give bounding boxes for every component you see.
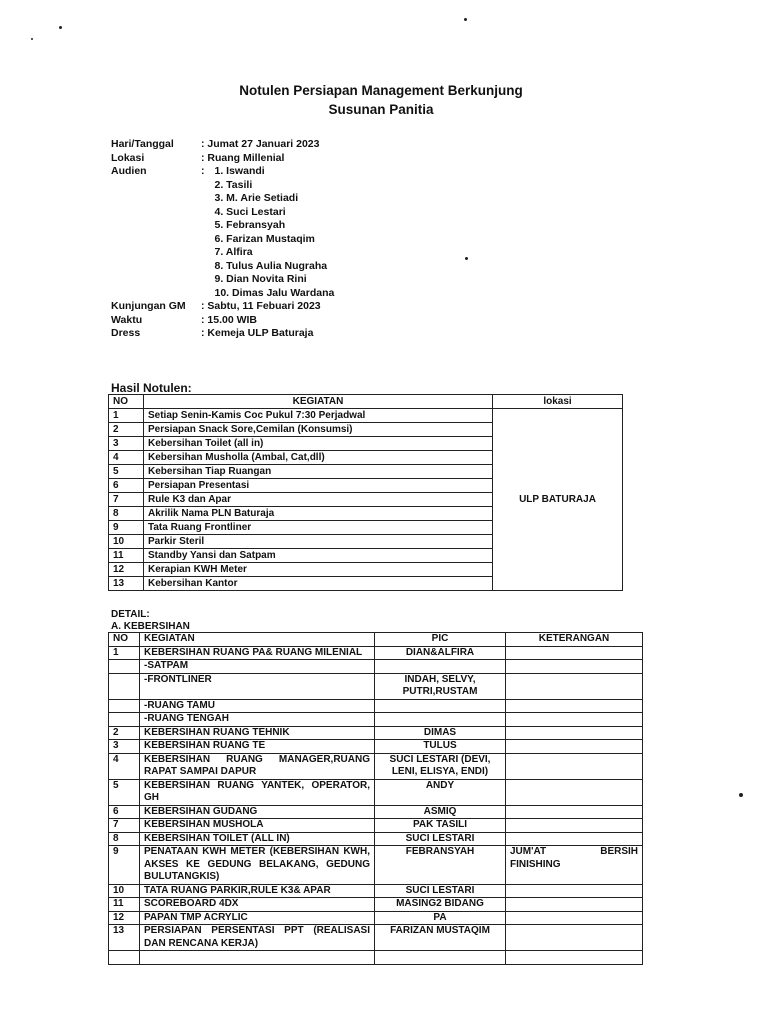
row-no bbox=[109, 660, 140, 674]
row-keterangan bbox=[506, 884, 643, 898]
row-no: 7 bbox=[109, 493, 144, 507]
row-kegiatan: -FRONTLINER bbox=[140, 673, 375, 699]
row-keterangan bbox=[506, 660, 643, 674]
scan-speck bbox=[739, 793, 743, 797]
row-kegiatan: KEBERSIHAN RUANG TE bbox=[140, 740, 375, 754]
audien-colon: : bbox=[201, 165, 205, 177]
row-no: 3 bbox=[109, 740, 140, 754]
row-pic: DIAN&ALFIRA bbox=[375, 646, 506, 660]
row-kegiatan: Standby Yansi dan Satpam bbox=[144, 549, 493, 563]
row-kegiatan: PERSIAPAN PERSENTASI PPT (REALISASI DAN RENCANA KERJA) bbox=[140, 925, 375, 951]
row-keterangan bbox=[506, 740, 643, 754]
row-no: 6 bbox=[109, 805, 140, 819]
header-no: NO bbox=[109, 633, 140, 647]
row-keterangan bbox=[506, 951, 643, 965]
info-row-waktu bbox=[111, 314, 334, 328]
row-keterangan bbox=[506, 898, 643, 912]
table-row bbox=[109, 819, 643, 833]
header-keterangan: KETERANGAN bbox=[506, 633, 643, 647]
table-row bbox=[109, 925, 643, 951]
row-keterangan bbox=[506, 925, 643, 951]
row-kegiatan: Persiapan Snack Sore,Cemilan (Konsumsi) bbox=[144, 423, 493, 437]
page-subtitle: Susunan Panitia bbox=[328, 102, 434, 117]
row-kegiatan: KEBERSIHAN MUSHOLA bbox=[140, 819, 375, 833]
row-pic: SUCI LESTARI bbox=[375, 884, 506, 898]
row-kegiatan: KEBERSIHAN RUANG TEHNIK bbox=[140, 726, 375, 740]
row-pic: SUCI LESTARI (DEVI, LENI, ELISYA, ENDI) bbox=[375, 753, 506, 779]
header-kegiatan: KEGIATAN bbox=[144, 395, 493, 409]
row-keterangan bbox=[506, 753, 643, 779]
lokasi-cell: ULP BATURAJA bbox=[493, 409, 623, 591]
row-no: 4 bbox=[109, 451, 144, 465]
row-kegiatan: KEBERSIHAN TOILET (ALL IN) bbox=[140, 832, 375, 846]
table-header-row bbox=[109, 395, 623, 409]
audien-item: 3. M. Arie Setiadi bbox=[214, 192, 299, 204]
detail-subheading: A. KEBERSIHAN bbox=[111, 621, 190, 632]
waktu-label: Waktu bbox=[111, 313, 143, 326]
row-pic: ASMIQ bbox=[375, 805, 506, 819]
row-kegiatan: Kebersihan Toilet (all in) bbox=[144, 437, 493, 451]
row-kegiatan: Tata Ruang Frontliner bbox=[144, 521, 493, 535]
row-kegiatan: Kebersihan Musholla (Ambal, Cat,dll) bbox=[144, 451, 493, 465]
table-row bbox=[109, 884, 643, 898]
detail-table bbox=[108, 632, 643, 965]
table-row bbox=[109, 832, 643, 846]
row-pic: FARIZAN MUSTAQIM bbox=[375, 925, 506, 951]
row-pic: ANDY bbox=[375, 779, 506, 805]
row-kegiatan: Setiap Senin-Kamis Coc Pukul 7:30 Perjadwal bbox=[144, 409, 493, 423]
row-pic: TULUS bbox=[375, 740, 506, 754]
row-no: 11 bbox=[109, 898, 140, 912]
table-row bbox=[109, 673, 643, 699]
table-row bbox=[109, 713, 643, 727]
row-pic bbox=[375, 951, 506, 965]
row-no: 2 bbox=[109, 726, 140, 740]
header-no: NO bbox=[109, 395, 144, 409]
row-kegiatan: KEBERSIHAN GUDANG bbox=[140, 805, 375, 819]
row-no: 8 bbox=[109, 832, 140, 846]
info-row-audien bbox=[111, 165, 334, 300]
row-kegiatan: PAPAN TMP ACRYLIC bbox=[140, 911, 375, 925]
audien-item: 5. Febransyah bbox=[214, 219, 286, 231]
row-kegiatan bbox=[140, 951, 375, 965]
row-no: 1 bbox=[109, 409, 144, 423]
row-no bbox=[109, 673, 140, 699]
hari-label: Hari/Tanggal bbox=[111, 138, 174, 150]
row-no: 10 bbox=[109, 535, 144, 549]
scan-speck bbox=[465, 257, 468, 260]
row-pic: PAK TASILI bbox=[375, 819, 506, 833]
dress-value: : Kemeja ULP Baturaja bbox=[201, 327, 314, 339]
row-no: 9 bbox=[109, 521, 144, 535]
table-row bbox=[109, 409, 623, 423]
table-row bbox=[109, 846, 643, 885]
row-pic: SUCI LESTARI bbox=[375, 832, 506, 846]
table-row bbox=[109, 740, 643, 754]
kunjungan-label: Kunjungan GM bbox=[111, 300, 186, 312]
row-kegiatan: Kebersihan Kantor bbox=[144, 577, 493, 591]
table-row bbox=[109, 753, 643, 779]
row-no: 13 bbox=[109, 925, 140, 951]
row-pic: DIMAS bbox=[375, 726, 506, 740]
table-row bbox=[109, 699, 643, 713]
row-no: 2 bbox=[109, 423, 144, 437]
row-kegiatan: -RUANG TENGAH bbox=[140, 713, 375, 727]
audien-item: 4. Suci Lestari bbox=[214, 205, 286, 218]
row-no bbox=[109, 699, 140, 713]
row-no: 10 bbox=[109, 884, 140, 898]
row-no: 12 bbox=[109, 911, 140, 925]
scan-speck bbox=[59, 26, 62, 29]
row-no: 4 bbox=[109, 753, 140, 779]
row-kegiatan: -SATPAM bbox=[140, 660, 375, 674]
row-keterangan bbox=[506, 779, 643, 805]
kunjungan-value: : Sabtu, 11 Febuari 2023 bbox=[201, 300, 321, 312]
row-no: 13 bbox=[109, 577, 144, 591]
page-title: Notulen Persiapan Management Berkunjung bbox=[239, 83, 523, 98]
audien-item: 7. Alfira bbox=[214, 246, 253, 258]
lokasi-value: : Ruang Millenial bbox=[201, 151, 285, 164]
row-pic bbox=[375, 699, 506, 713]
row-no: 3 bbox=[109, 437, 144, 451]
header-lokasi: lokasi bbox=[493, 395, 623, 409]
row-kegiatan: KEBERSIHAN RUANG YANTEK, OPERATOR, GH bbox=[140, 779, 375, 805]
table-row bbox=[109, 779, 643, 805]
audien-list bbox=[215, 165, 335, 300]
row-kegiatan: TATA RUANG PARKIR,RULE K3& APAR bbox=[140, 884, 375, 898]
row-no: 9 bbox=[109, 846, 140, 885]
row-no: 11 bbox=[109, 549, 144, 563]
row-keterangan bbox=[506, 805, 643, 819]
row-no: 5 bbox=[109, 465, 144, 479]
row-no bbox=[109, 951, 140, 965]
scan-speck bbox=[31, 38, 33, 40]
lokasi-label: Lokasi bbox=[111, 151, 145, 164]
row-keterangan bbox=[506, 911, 643, 925]
dress-label: Dress bbox=[111, 327, 141, 339]
scan-speck bbox=[464, 18, 467, 21]
table-row bbox=[109, 898, 643, 912]
waktu-value: : 15.00 WIB bbox=[201, 313, 258, 326]
row-kegiatan: SCOREBOARD 4DX bbox=[140, 898, 375, 912]
info-row-kunjungan bbox=[111, 300, 334, 314]
audien-item: 9. Dian Novita Rini bbox=[214, 273, 307, 285]
audien-item: 2. Tasili bbox=[214, 178, 253, 191]
row-kegiatan: Parkir Steril bbox=[144, 535, 493, 549]
row-no: 6 bbox=[109, 479, 144, 493]
row-kegiatan: KEBERSIHAN RUANG MANAGER,RUANG RAPAT SAMPAI DAPUR bbox=[140, 753, 375, 779]
audien-item: 10. Dimas Jalu Wardana bbox=[214, 286, 335, 299]
row-no: 8 bbox=[109, 507, 144, 521]
row-kegiatan: Kerapian KWH Meter bbox=[144, 563, 493, 577]
table-row bbox=[109, 805, 643, 819]
header-kegiatan: KEGIATAN bbox=[140, 633, 375, 647]
row-no: 1 bbox=[109, 646, 140, 660]
table-row bbox=[109, 646, 643, 660]
row-pic bbox=[375, 713, 506, 727]
row-kegiatan: Rule K3 dan Apar bbox=[144, 493, 493, 507]
meeting-info bbox=[111, 138, 334, 341]
row-keterangan bbox=[506, 699, 643, 713]
row-pic: MASING2 BIDANG bbox=[375, 898, 506, 912]
audien-item: 1. Iswandi bbox=[214, 165, 265, 177]
row-kegiatan: Kebersihan Tiap Ruangan bbox=[144, 465, 493, 479]
detail-table-body bbox=[109, 646, 643, 965]
audien-label: Audien bbox=[111, 165, 147, 177]
row-keterangan bbox=[506, 726, 643, 740]
row-pic: INDAH, SELVY, PUTRI,RUSTAM bbox=[375, 673, 506, 699]
row-keterangan bbox=[506, 673, 643, 699]
row-kegiatan: KEBERSIHAN RUANG PA& RUANG MILENIAL bbox=[140, 646, 375, 660]
table-row bbox=[109, 726, 643, 740]
detail-heading: DETAIL: bbox=[111, 609, 150, 620]
audien-item: 6. Farizan Mustaqim bbox=[214, 232, 315, 245]
row-kegiatan: PENATAAN KWH METER (KEBERSIHAN KWH, AKSES KE GEDUNG BELAKANG, GEDUNG BULUTANGKIS) bbox=[140, 846, 375, 885]
hasil-table-body bbox=[109, 409, 623, 591]
row-kegiatan: -RUANG TAMU bbox=[140, 699, 375, 713]
row-kegiatan: Persiapan Presentasi bbox=[144, 479, 493, 493]
table-row bbox=[109, 951, 643, 965]
row-pic: PA bbox=[375, 911, 506, 925]
row-no bbox=[109, 713, 140, 727]
row-keterangan bbox=[506, 819, 643, 833]
info-row-lokasi bbox=[111, 152, 334, 166]
row-pic: FEBRANSYAH bbox=[375, 846, 506, 885]
audien-item: 8. Tulus Aulia Nugraha bbox=[214, 259, 328, 272]
row-keterangan bbox=[506, 646, 643, 660]
table-row bbox=[109, 911, 643, 925]
info-row-dress bbox=[111, 327, 334, 341]
hasil-heading: Hasil Notulen: bbox=[111, 381, 192, 395]
row-keterangan: JUM'AT BERSIH FINISHING bbox=[506, 846, 643, 885]
header-pic: PIC bbox=[375, 633, 506, 647]
hasil-table bbox=[108, 394, 623, 591]
info-row-hari bbox=[111, 138, 334, 152]
table-header-row bbox=[109, 633, 643, 647]
row-kegiatan: Akrilik Nama PLN Baturaja bbox=[144, 507, 493, 521]
row-no: 12 bbox=[109, 563, 144, 577]
hari-value: : Jumat 27 Januari 2023 bbox=[201, 138, 320, 150]
row-keterangan bbox=[506, 713, 643, 727]
row-pic bbox=[375, 660, 506, 674]
row-no: 7 bbox=[109, 819, 140, 833]
table-row bbox=[109, 660, 643, 674]
row-keterangan bbox=[506, 832, 643, 846]
row-no: 5 bbox=[109, 779, 140, 805]
